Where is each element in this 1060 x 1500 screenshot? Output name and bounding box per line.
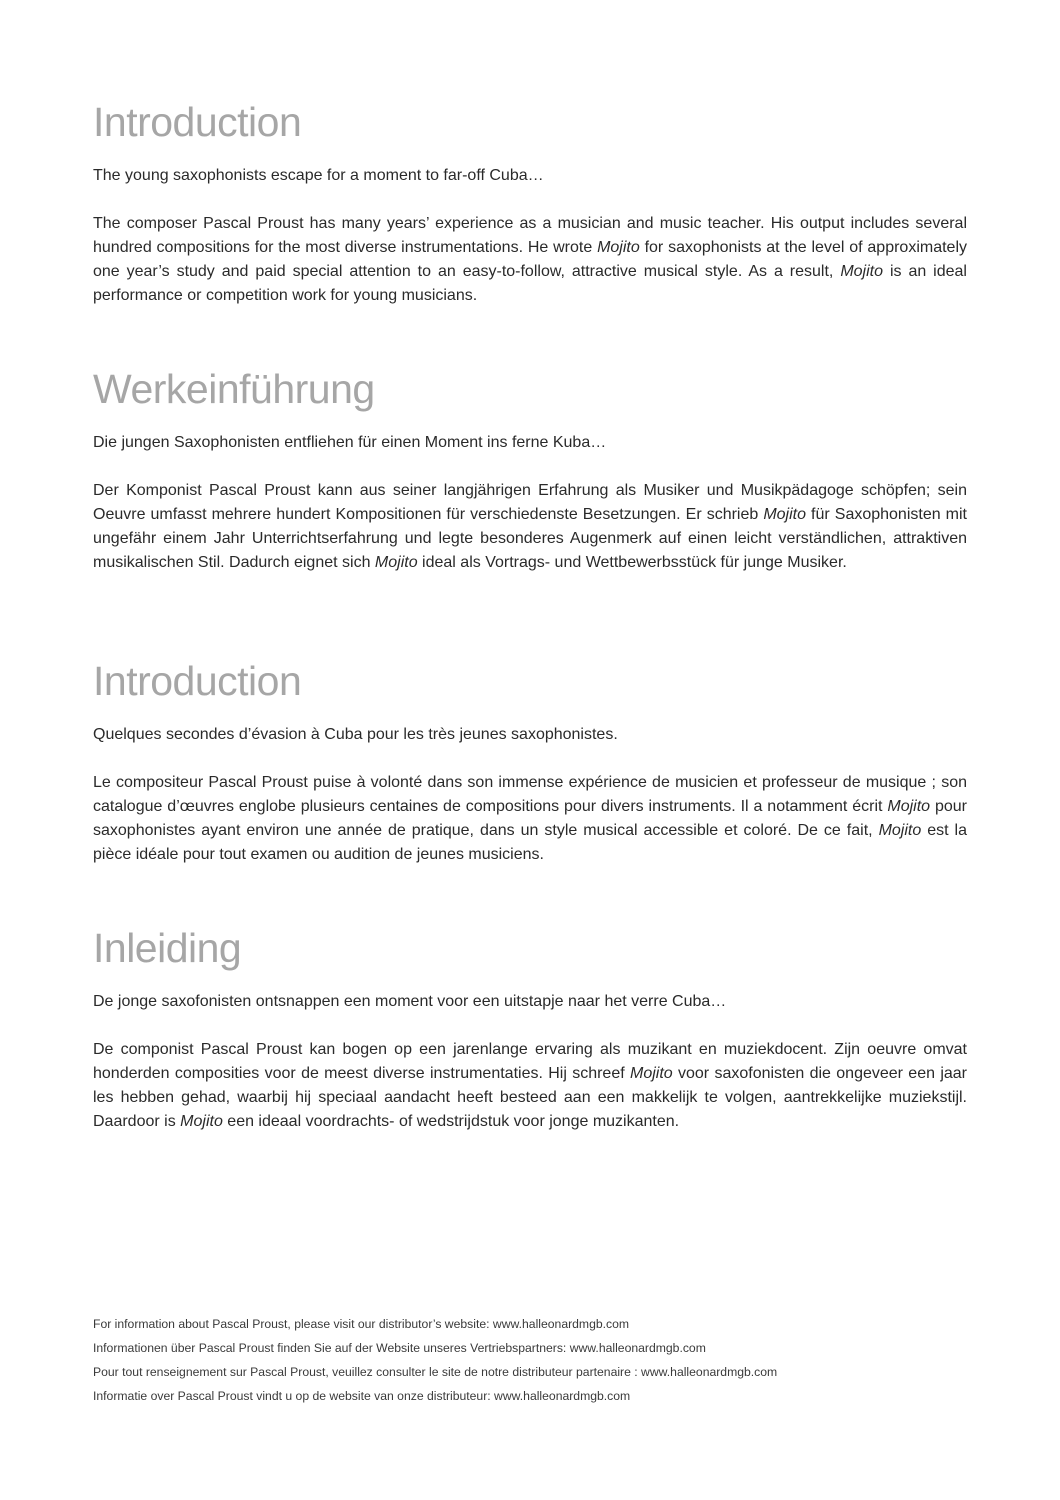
footer-line-french: Pour tout renseignement sur Pascal Proust, veuillez consulter le site de notre distributeur partenaire : www.halleonardmgb.com	[93, 1365, 778, 1379]
body-text: The composer Pascal Proust has many years’ experience as a musician and music teacher. His output includes several hundred compositions for the most diverse instrumentations. He wrote	[93, 215, 967, 256]
body-text: for saxophonists at the level of approximately one year’s study and paid special attention to an easy-to-follow, attractive musical style. As a result,	[93, 239, 967, 280]
section-body	[93, 479, 967, 575]
section-lead: Quelques secondes d’évasion à Cuba pour les très jeunes saxophonistes.	[93, 726, 618, 743]
body-text-italic: Mojito	[887, 798, 931, 815]
body-text-italic: Mojito	[180, 1113, 223, 1130]
section-french	[93, 657, 967, 867]
body-text-italic: Mojito	[597, 239, 640, 256]
section-lead: Die jungen Saxophonisten entfliehen für einen Moment ins ferne Kuba…	[93, 434, 607, 451]
body-text: is an ideal performance or competition work for young musicians.	[93, 263, 967, 304]
body-text: een ideaal voordrachts- of wedstrijdstuk voor jonge muzikanten.	[222, 1113, 680, 1130]
section-lead: De jonge saxofonisten ontsnappen een moment voor een uitstapje naar het verre Cuba…	[93, 993, 727, 1010]
footer-line-german: Informationen über Pascal Proust finden Sie auf der Website unseres Vertriebspartners: www.halleonardmgb.com	[93, 1341, 706, 1355]
body-text: ideal als Vortrags- und Wettbewerbsstück für junge Musiker.	[417, 554, 847, 571]
body-text: Le compositeur Pascal Proust puise à volonté dans son immense expérience de musicien et professeur de musique ; son catalogue d’œuvres englobe plusieurs centaines de compositions pour divers instruments. Il a notamment écrit	[93, 774, 967, 815]
section-heading: Inleiding	[93, 925, 242, 971]
footer	[93, 1312, 967, 1408]
section-heading: Werkeinführung	[93, 366, 375, 412]
body-text-italic: Mojito	[630, 1065, 673, 1082]
section-german	[93, 365, 967, 575]
body-text: voor saxofonisten die ongeveer een jaar les hebben gehad, waarbij hij speciaal aandacht heeft besteed aan een makkelijk te volgen, aantrekkelijke muziekstijl. Daardoor is	[93, 1065, 968, 1130]
section-lead: The young saxophonists escape for a moment to far-off Cuba…	[93, 167, 544, 184]
section-body	[93, 771, 967, 867]
body-text: De componist Pascal Proust kan bogen op een jarenlange ervaring als muzikant en muziekdocent. Zijn oeuvre omvat honderden composities voor de meest diverse instrumentaties. Hij schreef	[93, 1041, 967, 1082]
body-text-italic: Mojito	[763, 506, 807, 523]
section-heading: Introduction	[93, 658, 302, 704]
footer-line-dutch: Informatie over Pascal Proust vindt u op de website van onze distributeur: www.halleonardmgb.com	[93, 1389, 631, 1403]
body-text: est la pièce idéale pour tout examen ou audition de jeunes musiciens.	[93, 822, 968, 863]
body-text: Der Komponist Pascal Proust kann aus seiner langjährigen Erfahrung als Musiker und Musikpädagoge schöpfen; sein Oeuvre umfasst mehrere hundert Kompositionen für verschiedenste Besetzungen. Er schrieb	[93, 482, 967, 523]
section-dutch	[93, 924, 967, 1134]
body-text-italic: Mojito	[840, 263, 883, 280]
section-body	[93, 212, 967, 308]
section-heading: Introduction	[93, 99, 302, 145]
section-english	[93, 98, 967, 308]
section-body	[93, 1038, 967, 1134]
body-text: pour saxophonistes ayant environ une année de pratique, dans un style musical accessible et coloré. De ce fait,	[93, 798, 968, 839]
footer-line-english: For information about Pascal Proust, please visit our distributor’s website: www.halleonardmgb.com	[93, 1317, 630, 1331]
body-text-italic: Mojito	[878, 822, 922, 839]
body-text: für Saxophonisten mit ungefähr einem Jahr Unterrichtserfahrung und legte besonderes Augenmerk auf einen leicht verständlichen, attraktiven musikalischen Stil. Dadurch eignet sich	[93, 506, 968, 571]
body-text-italic: Mojito	[374, 554, 418, 571]
